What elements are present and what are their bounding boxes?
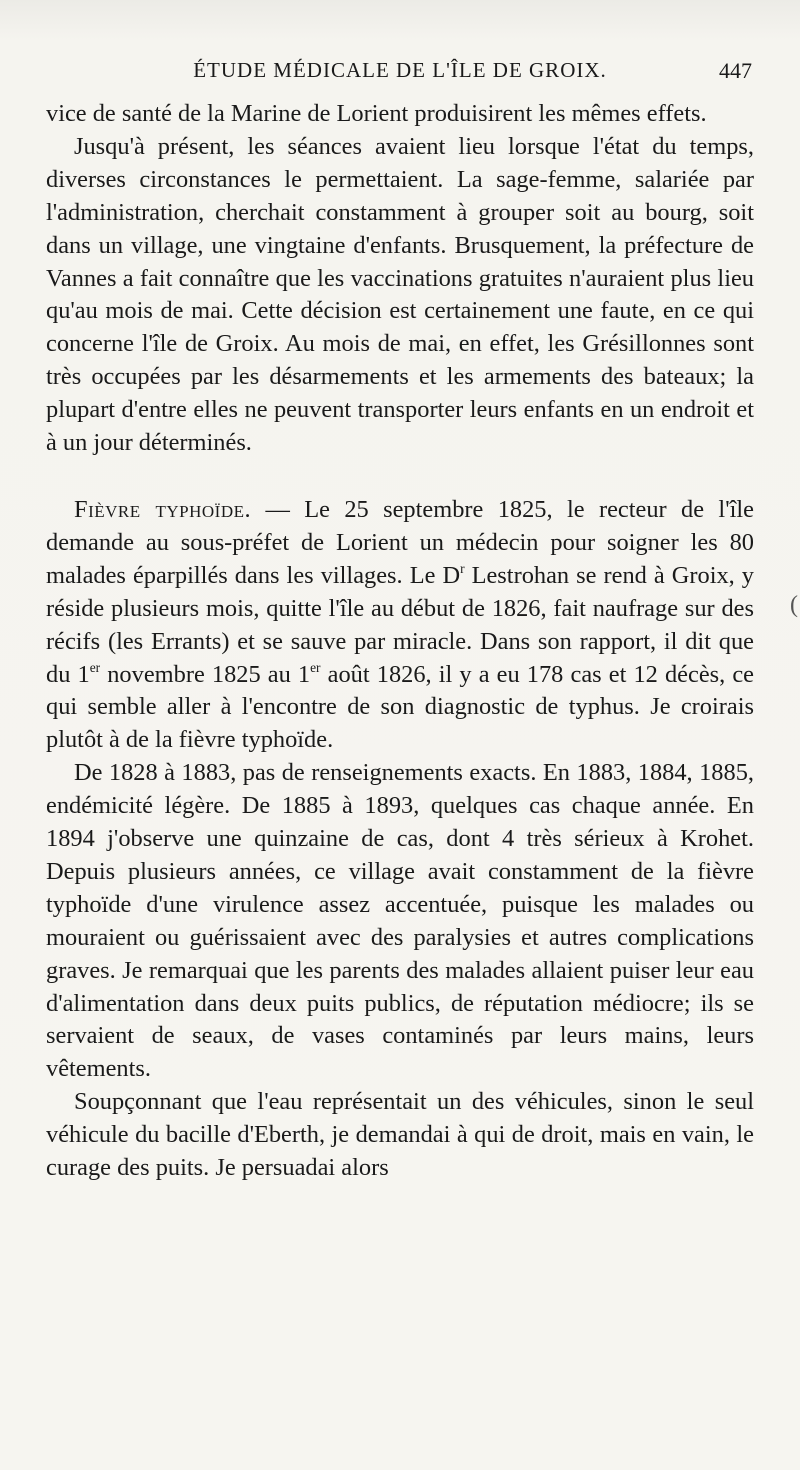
section-heading: Fièvre typhoïde. <box>74 495 252 523</box>
text-run: — Le 25 septembre 1825, le recteur de l'île demande au sous-préfet de Lorient un médecin pour soigner les 80 malades éparpillés dans les villages. Le D <box>46 495 754 589</box>
paragraph-continuation: vice de santé de la Marine de Lorient produisirent les mêmes effets. <box>46 100 707 127</box>
margin-mark: ( <box>790 592 798 618</box>
running-head <box>0 58 800 88</box>
paragraph-vaccinations: Jusqu'à présent, les séances avaient lieu lorsque l'état du temps, diverses circonstances le permettaient. La sage-femme, salariée par l'administration, cherchait constamment à grouper soit au bourg, soit dans un village, une vingtaine d'enfants. Brusquement, la préfecture de Vannes a fait connaître que les vaccinations gratuites n'auraient plus lieu qu'au mois de mai. Cette décision est certainement une faute, en ce qui concerne l'île de Groix. Au mois de mai, en effet, les Grésillonnes sont très occupées par les désarmements et les armements des bateaux; la plupart d'entre elles ne peuvent transporter leurs enfants en un endroit et à un jour déterminés. <box>46 132 754 457</box>
superscript: r <box>460 560 465 576</box>
paragraph-typhoid-intro <box>46 494 754 757</box>
superscript: er <box>89 659 101 675</box>
section-gap <box>46 460 754 494</box>
text-run: Lestrohan se rend à Groix, y réside plusieurs mois, quitte l'île au début de 1826, fait naufrage sur des récifs (les Errants) et se sauve par miracle. Dans son rapport, il dit que du 1 <box>46 561 754 688</box>
text-run: novembre 1825 au 1 <box>100 660 311 688</box>
text-run: août 1826, il y a eu 178 cas et 12 décès, ce qui semble aller à l'encontre de son diagnostic de typhus. Je croirais plutôt à de la fièvre typhoïde. <box>46 660 754 754</box>
paragraph-wells: Soupçonnant que l'eau représentait un des véhicules, sinon le seul véhicule du bacille d'Eberth, je demandai à qui de droit, mais en vain, le curage des puits. Je persuadai alors <box>46 1088 754 1182</box>
superscript: er <box>310 659 321 675</box>
paragraph-typhoid-history: De 1828 à 1883, pas de renseignements exacts. En 1883, 1884, 1885, endémicité légère. De 1885 à 1893, quelques cas chaque année. En 1894 j'observe une quinzaine de cas, dont 4 très sérieux à Krohet. Depuis plusieurs années, ce village avait constamment de la fièvre typhoïde d'une virulence assez accentuée, puisque les malades ou mouraient ou guérissaient avec des paralysies et autres complications graves. Je remarquai que les parents des malades allaient puiser leur eau d'alimentation dans deux puits publics, de réputation médiocre; ils se servaient de seaux, de vases contaminés par leurs mains, leurs vêtements. <box>46 759 754 1083</box>
running-title: ÉTUDE MÉDICALE DE L'ÎLE DE GROIX. <box>193 58 607 82</box>
body-text <box>46 98 754 1185</box>
page-number: 447 <box>719 58 752 83</box>
